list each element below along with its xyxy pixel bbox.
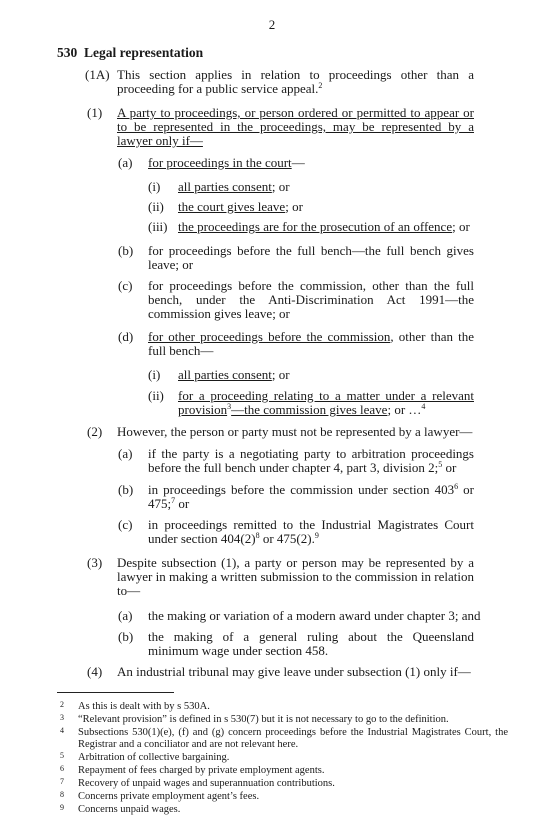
footnote-text: Concerns unpaid wages.	[78, 804, 181, 815]
footnote-separator	[57, 692, 174, 693]
subpara-label-1a-iii: (iii)	[148, 219, 168, 234]
para-2c-text: in proceedings remitted to the Industrial Magistrates Court under section $404(2)^8$ or 475(2).$^9$	[148, 517, 474, 546]
para-3a-text: the making or variation of a modern award under chapter 3; and	[148, 608, 481, 623]
footnote-text: Arbitration of collective bargaining.	[78, 752, 230, 763]
para-label-3b: (b)	[118, 629, 134, 644]
subpara-1d-i-text: all parties consent; or	[178, 367, 290, 382]
para-label-3a: (a)	[118, 608, 133, 623]
footnote-number: 9	[60, 803, 64, 812]
section-number: 530	[57, 45, 78, 60]
subpara-1d-ii-text: for a proceeding relating to a matter under a relevant provision$^3$—the commission gives leave; or …$^4$	[178, 388, 474, 417]
subsection-1A-text: This section applies in relation to proceedings other than a proceeding for a public service appeal.$^2$	[117, 67, 474, 96]
footnote-text: As this is dealt with by s 530A.	[78, 701, 210, 712]
footnote-ref-5: 5	[438, 460, 443, 469]
footnote-ref-9: 9	[314, 531, 319, 540]
subpara-1a-i-text: all parties consent; or	[178, 179, 290, 194]
subsection-label-1: (1)	[87, 105, 103, 120]
subpara-label-1d-i: (i)	[148, 367, 161, 382]
footnote-text: “Relevant provision” is defined in s 530(7) but it is not necessary to go to the definition.	[78, 714, 449, 725]
para-1d-text: for other proceedings before the commission, other than the full bench—	[148, 329, 474, 358]
footnote-text: Repayment of fees charged by private employment agents.	[78, 765, 325, 776]
subpara-1a-iii-text: the proceedings are for the prosecution of an offence; or	[178, 219, 470, 234]
footnote-ref-2: 2	[318, 81, 323, 90]
footnote-ref-7: 7	[171, 496, 176, 505]
para-1a-text: for proceedings in the court—	[148, 155, 305, 170]
subsection-label-3: (3)	[87, 555, 103, 570]
subsection-4-text: An industrial tribunal may give leave under subsection (1) only if—	[117, 664, 471, 679]
para-label-2b: (b)	[118, 482, 134, 497]
footnote-number: 6	[60, 764, 64, 773]
subsection-label-4: (4)	[87, 664, 103, 679]
footnote-text: Concerns private employment agent’s fees.	[78, 791, 260, 802]
footnote-number: 3	[60, 713, 64, 722]
para-3b-text: the making of a general ruling about the Queensland minimum wage under section 458.	[148, 629, 474, 658]
subpara-label-1d-ii: (ii)	[148, 388, 164, 403]
footnote-text: Recovery of unpaid wages and superannuation contributions.	[78, 778, 335, 789]
footnote-number: 2	[60, 700, 64, 709]
section-title: Legal representation	[84, 45, 204, 60]
section-heading	[57, 45, 203, 61]
para-label-1a: (a)	[118, 155, 133, 170]
para-label-1d: (d)	[118, 329, 134, 344]
page-number: 2	[268, 17, 276, 32]
para-2a-text: if the party is a negotiating party to arbitration proceedings before the full bench under chapter 4, part 3, division 2;$^5$ or	[148, 446, 474, 475]
footnote-text: Subsections 530(1)(e), (f) and (g) concern proceedings before the Industrial Magistrates Court, the Registrar and a conciliator and are not relevant here.	[78, 727, 508, 750]
subsection-1-text: A party to proceedings, or person ordered or permitted to appear or to be represented in the proceedings, may be represented by a lawyer only if—	[117, 105, 474, 148]
subpara-1a-ii-text: the court gives leave; or	[178, 199, 303, 214]
footnote-ref-6: 6	[454, 482, 459, 491]
para-1b-text: for proceedings before the full bench—the full bench gives leave; or	[148, 243, 474, 272]
para-label-2a: (a)	[118, 446, 133, 461]
footnote-number: 7	[60, 777, 64, 786]
para-label-1b: (b)	[118, 243, 134, 258]
footnote-ref-3: 3	[227, 402, 232, 411]
footnote-number: 5	[60, 751, 64, 760]
para-2b-text: in proceedings before the commission under section $403^6$ or 475;$^7$ or	[148, 482, 474, 511]
footnote-ref-4: 4	[421, 402, 426, 411]
subsection-label-1A: (1A)	[85, 67, 110, 82]
para-label-1c: (c)	[118, 278, 133, 293]
subpara-label-1a-i: (i)	[148, 179, 161, 194]
subpara-label-1a-ii: (ii)	[148, 199, 164, 214]
subsection-label-2: (2)	[87, 424, 103, 439]
subsection-2-text: However, the person or party must not be represented by a lawyer—	[117, 424, 473, 439]
para-1c-text: for proceedings before the commission, other than the full bench, under the Anti-Discrimination Act 1991—the commission gives leave; or	[148, 278, 474, 321]
footnote-number: 8	[60, 790, 64, 799]
subsection-3-text: Despite subsection (1), a party or person may be represented by a lawyer in making a written submission to the commission in relation to—	[117, 555, 474, 598]
para-label-2c: (c)	[118, 517, 133, 532]
footnote-ref-8: 8	[255, 531, 260, 540]
footnote-number: 4	[60, 726, 64, 735]
